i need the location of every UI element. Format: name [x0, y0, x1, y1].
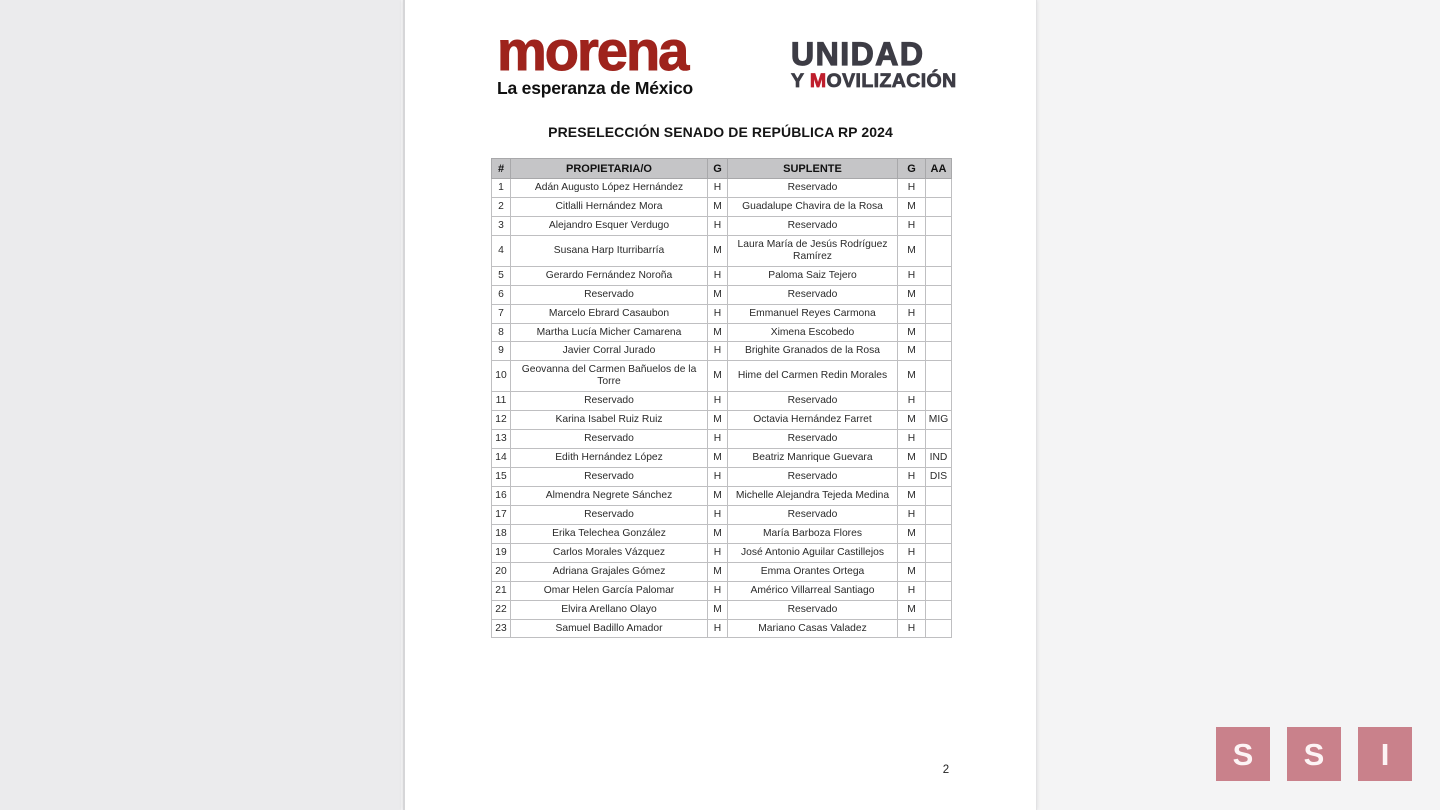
- ssi-logo: [1216, 727, 1412, 781]
- cell-aa: [926, 581, 952, 600]
- cell-propietaria: Erika Telechea González: [511, 524, 708, 543]
- column-header-1: PROPIETARIA/O: [511, 159, 708, 179]
- cell-suplente: José Antonio Aguilar Castillejos: [728, 543, 898, 562]
- cell-num: 20: [492, 562, 511, 581]
- table-row: [492, 619, 952, 638]
- cell-g2: H: [898, 581, 926, 600]
- table-row: [492, 197, 952, 216]
- cell-aa: [926, 600, 952, 619]
- column-header-5: AA: [926, 159, 952, 179]
- cell-g2: M: [898, 600, 926, 619]
- cell-propietaria: Reservado: [511, 285, 708, 304]
- cell-aa: [926, 430, 952, 449]
- cell-aa: [926, 619, 952, 638]
- cell-num: 15: [492, 468, 511, 487]
- cell-aa: [926, 486, 952, 505]
- cell-num: 22: [492, 600, 511, 619]
- cell-g1: H: [708, 266, 728, 285]
- cell-aa: [926, 323, 952, 342]
- cell-propietaria: Javier Corral Jurado: [511, 342, 708, 361]
- cell-suplente: Hime del Carmen Redin Morales: [728, 361, 898, 392]
- cell-num: 3: [492, 216, 511, 235]
- cell-propietaria: Samuel Badillo Amador: [511, 619, 708, 638]
- cell-aa: [926, 342, 952, 361]
- cell-propietaria: Carlos Morales Vázquez: [511, 543, 708, 562]
- cell-num: 19: [492, 543, 511, 562]
- cell-g2: H: [898, 266, 926, 285]
- cell-aa: IND: [926, 449, 952, 468]
- table-header-row: [492, 159, 952, 179]
- unidad-movilizacion-logo: [791, 38, 957, 92]
- cell-g2: H: [898, 543, 926, 562]
- cell-num: 14: [492, 449, 511, 468]
- document-page: [403, 0, 1037, 810]
- cell-aa: DIS: [926, 468, 952, 487]
- cell-suplente: Emmanuel Reyes Carmona: [728, 304, 898, 323]
- cell-aa: [926, 304, 952, 323]
- cell-g2: M: [898, 486, 926, 505]
- cell-g1: H: [708, 179, 728, 198]
- table-row: [492, 361, 952, 392]
- cell-num: 18: [492, 524, 511, 543]
- cell-num: 11: [492, 392, 511, 411]
- cell-suplente: Reservado: [728, 179, 898, 198]
- candidates-table-wrapper: [491, 158, 952, 638]
- table-row: [492, 449, 952, 468]
- viewer-gutter-left: [0, 0, 401, 810]
- table-row: [492, 524, 952, 543]
- cell-g1: M: [708, 562, 728, 581]
- table-row: [492, 392, 952, 411]
- cell-num: 4: [492, 235, 511, 266]
- cell-num: 23: [492, 619, 511, 638]
- cell-g2: M: [898, 235, 926, 266]
- cell-g1: M: [708, 285, 728, 304]
- cell-g2: M: [898, 449, 926, 468]
- cell-g1: M: [708, 524, 728, 543]
- cell-suplente: Reservado: [728, 392, 898, 411]
- cell-num: 5: [492, 266, 511, 285]
- cell-aa: [926, 179, 952, 198]
- cell-g2: M: [898, 524, 926, 543]
- cell-propietaria: Reservado: [511, 505, 708, 524]
- cell-g1: M: [708, 323, 728, 342]
- cell-propietaria: Citlalli Hernández Mora: [511, 197, 708, 216]
- cell-suplente: Ximena Escobedo: [728, 323, 898, 342]
- cell-g1: M: [708, 235, 728, 266]
- cell-propietaria: Marcelo Ebrard Casaubon: [511, 304, 708, 323]
- ssi-letter-square: S: [1216, 727, 1270, 781]
- morena-wordmark: morena: [497, 19, 688, 82]
- cell-g1: M: [708, 486, 728, 505]
- cell-propietaria: Gerardo Fernández Noroña: [511, 266, 708, 285]
- table-row: [492, 468, 952, 487]
- cell-suplente: Michelle Alejandra Tejeda Medina: [728, 486, 898, 505]
- table-row: [492, 285, 952, 304]
- cell-suplente: Reservado: [728, 505, 898, 524]
- table-row: [492, 486, 952, 505]
- morena-logo: [497, 19, 693, 99]
- cell-aa: [926, 562, 952, 581]
- cell-propietaria: Karina Isabel Ruiz Ruiz: [511, 411, 708, 430]
- unidad-line1: UNIDAD: [791, 36, 925, 72]
- cell-aa: [926, 524, 952, 543]
- cell-g1: H: [708, 468, 728, 487]
- cell-propietaria: Edith Hernández López: [511, 449, 708, 468]
- table-row: [492, 505, 952, 524]
- cell-g1: M: [708, 411, 728, 430]
- cell-aa: [926, 216, 952, 235]
- cell-aa: [926, 266, 952, 285]
- cell-g2: H: [898, 392, 926, 411]
- cell-g2: M: [898, 562, 926, 581]
- cell-aa: MIG: [926, 411, 952, 430]
- cell-propietaria: Martha Lucía Micher Camarena: [511, 323, 708, 342]
- cell-num: 7: [492, 304, 511, 323]
- unidad-line2-rest: OVILIZACIÓN: [826, 70, 957, 92]
- cell-suplente: Reservado: [728, 216, 898, 235]
- ssi-letter-square: I: [1358, 727, 1412, 781]
- cell-g1: H: [708, 342, 728, 361]
- cell-g1: H: [708, 505, 728, 524]
- cell-g2: M: [898, 323, 926, 342]
- candidates-table: [491, 158, 952, 638]
- cell-suplente: Mariano Casas Valadez: [728, 619, 898, 638]
- cell-suplente: Reservado: [728, 468, 898, 487]
- cell-propietaria: Adán Augusto López Hernández: [511, 179, 708, 198]
- table-row: [492, 216, 952, 235]
- cell-g2: H: [898, 216, 926, 235]
- cell-aa: [926, 543, 952, 562]
- cell-num: 6: [492, 285, 511, 304]
- cell-suplente: Reservado: [728, 430, 898, 449]
- table-row: [492, 342, 952, 361]
- table-row: [492, 411, 952, 430]
- cell-g1: M: [708, 449, 728, 468]
- cell-g2: H: [898, 179, 926, 198]
- cell-suplente: Guadalupe Chavira de la Rosa: [728, 197, 898, 216]
- cell-g1: H: [708, 392, 728, 411]
- column-header-3: SUPLENTE: [728, 159, 898, 179]
- table-row: [492, 304, 952, 323]
- cell-g2: M: [898, 411, 926, 430]
- cell-suplente: Américo Villarreal Santiago: [728, 581, 898, 600]
- column-header-0: #: [492, 159, 511, 179]
- cell-aa: [926, 505, 952, 524]
- cell-propietaria: Alejandro Esquer Verdugo: [511, 216, 708, 235]
- cell-suplente: María Barboza Flores: [728, 524, 898, 543]
- cell-num: 12: [492, 411, 511, 430]
- table-row: [492, 600, 952, 619]
- table-row: [492, 562, 952, 581]
- table-row: [492, 581, 952, 600]
- cell-num: 21: [492, 581, 511, 600]
- table-row: [492, 543, 952, 562]
- cell-suplente: Paloma Saiz Tejero: [728, 266, 898, 285]
- cell-g2: M: [898, 285, 926, 304]
- unidad-line2-accent-m: M: [809, 70, 827, 92]
- cell-g1: H: [708, 216, 728, 235]
- cell-suplente: Reservado: [728, 285, 898, 304]
- cell-g2: H: [898, 468, 926, 487]
- cell-num: 9: [492, 342, 511, 361]
- table-row: [492, 323, 952, 342]
- cell-num: 2: [492, 197, 511, 216]
- cell-g1: H: [708, 430, 728, 449]
- cell-g1: H: [708, 581, 728, 600]
- cell-propietaria: Elvira Arellano Olayo: [511, 600, 708, 619]
- cell-g2: H: [898, 505, 926, 524]
- cell-num: 13: [492, 430, 511, 449]
- cell-g2: H: [898, 304, 926, 323]
- cell-g1: M: [708, 361, 728, 392]
- table-row: [492, 430, 952, 449]
- cell-g2: H: [898, 430, 926, 449]
- table-row: [492, 266, 952, 285]
- cell-suplente: Reservado: [728, 600, 898, 619]
- page-number: 2: [942, 764, 950, 776]
- cell-g1: H: [708, 304, 728, 323]
- cell-aa: [926, 197, 952, 216]
- ssi-letter-square: S: [1287, 727, 1341, 781]
- cell-propietaria: Reservado: [511, 392, 708, 411]
- cell-suplente: Octavia Hernández Farret: [728, 411, 898, 430]
- unidad-line2: [791, 72, 957, 92]
- column-header-4: G: [898, 159, 926, 179]
- column-header-2: G: [708, 159, 728, 179]
- cell-g1: H: [708, 543, 728, 562]
- document-title: PRESELECCIÓN SENADO DE REPÚBLICA RP 2024: [548, 124, 893, 140]
- cell-propietaria: Reservado: [511, 430, 708, 449]
- cell-suplente: Emma Orantes Ortega: [728, 562, 898, 581]
- cell-aa: [926, 392, 952, 411]
- cell-g2: M: [898, 197, 926, 216]
- cell-g2: M: [898, 342, 926, 361]
- cell-aa: [926, 285, 952, 304]
- cell-aa: [926, 235, 952, 266]
- cell-num: 16: [492, 486, 511, 505]
- cell-propietaria: Susana Harp Iturribarría: [511, 235, 708, 266]
- cell-suplente: Beatriz Manrique Guevara: [728, 449, 898, 468]
- cell-propietaria: Adriana Grajales Gómez: [511, 562, 708, 581]
- cell-g2: M: [898, 361, 926, 392]
- cell-num: 10: [492, 361, 511, 392]
- cell-propietaria: Omar Helen García Palomar: [511, 581, 708, 600]
- table-row: [492, 235, 952, 266]
- cell-propietaria: Geovanna del Carmen Bañuelos de la Torre: [511, 361, 708, 392]
- cell-g2: H: [898, 619, 926, 638]
- cell-propietaria: Almendra Negrete Sánchez: [511, 486, 708, 505]
- cell-aa: [926, 361, 952, 392]
- cell-suplente: Brighite Granados de la Rosa: [728, 342, 898, 361]
- unidad-line2-prefix: Y: [791, 70, 810, 92]
- cell-g1: M: [708, 197, 728, 216]
- cell-num: 8: [492, 323, 511, 342]
- cell-suplente: Laura María de Jesús Rodríguez Ramírez: [728, 235, 898, 266]
- cell-num: 1: [492, 179, 511, 198]
- cell-propietaria: Reservado: [511, 468, 708, 487]
- cell-num: 17: [492, 505, 511, 524]
- cell-g1: H: [708, 619, 728, 638]
- morena-tagline: La esperanza de México: [497, 77, 693, 98]
- table-row: [492, 179, 952, 198]
- cell-g1: M: [708, 600, 728, 619]
